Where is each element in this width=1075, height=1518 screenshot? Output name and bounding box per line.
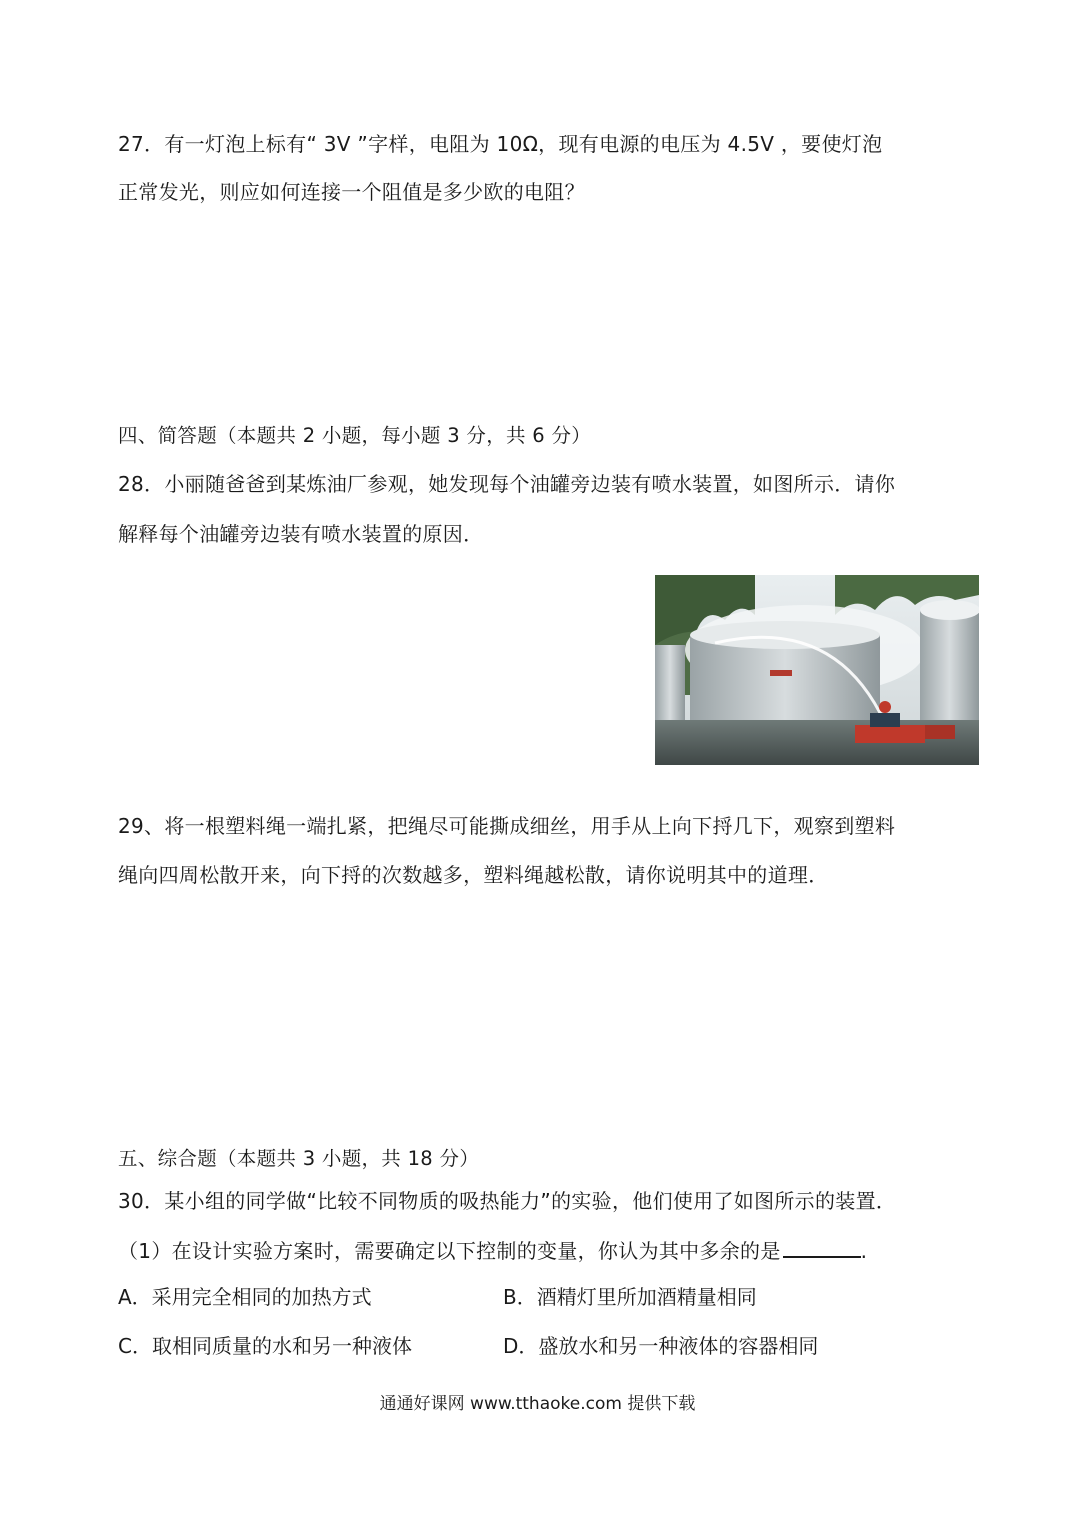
answer-blank[interactable] <box>783 1236 861 1258</box>
q28-line-2: 解释每个油罐旁边装有喷水装置的原因． <box>118 522 484 546</box>
q30-sub-1 <box>118 1236 867 1265</box>
oil-tank-sprinkler-photo <box>655 575 979 765</box>
section-4-heading: 四、简答题（本题共 2 小题，每小题 3 分，共 6 分） <box>118 424 592 447</box>
q28-line-1: 28．小丽随爸爸到某炼油厂参观，她发现每个油罐旁边装有喷水装置，如图所示．请你 <box>118 472 896 496</box>
page-footer: 通通好课网 www.tthaoke.com 提供下载 <box>379 1394 696 1414</box>
q30-line-1: 30．某小组的同学做“比较不同物质的吸热能力”的实验，他们使用了如图所示的装置． <box>118 1189 897 1213</box>
option-a: A．采用完全相同的加热方式 <box>118 1285 372 1309</box>
option-b: B．酒精灯里所加酒精量相同 <box>503 1285 757 1309</box>
q29-line-1: 29、将一根塑料绳一端扎紧，把绳尽可能撕成细丝，用手从上向下捋几下，观察到塑料 <box>118 814 896 838</box>
q27-line-1: 27．有一灯泡上标有“ 3V ”字样，电阻为 10Ω，现有电源的电压为 4.5V ，要使灯泡 <box>118 132 883 156</box>
q30-sub-1-text: （1）在设计实验方案时，需要确定以下控制的变量，你认为其中多余的是 <box>118 1239 781 1263</box>
q29-line-2: 绳向四周松散开来，向下捋的次数越多，塑料绳越松散，请你说明其中的道理． <box>118 863 829 887</box>
q30-sub-1-end: . <box>860 1239 868 1263</box>
option-c: C．取相同质量的水和另一种液体 <box>118 1334 412 1358</box>
option-d: D．盛放水和另一种液体的容器相同 <box>503 1334 819 1358</box>
q27-line-2: 正常发光，则应如何连接一个阻值是多少欧的电阻？ <box>118 180 585 204</box>
section-5-heading: 五、综合题（本题共 3 小题，共 18 分） <box>118 1147 480 1170</box>
